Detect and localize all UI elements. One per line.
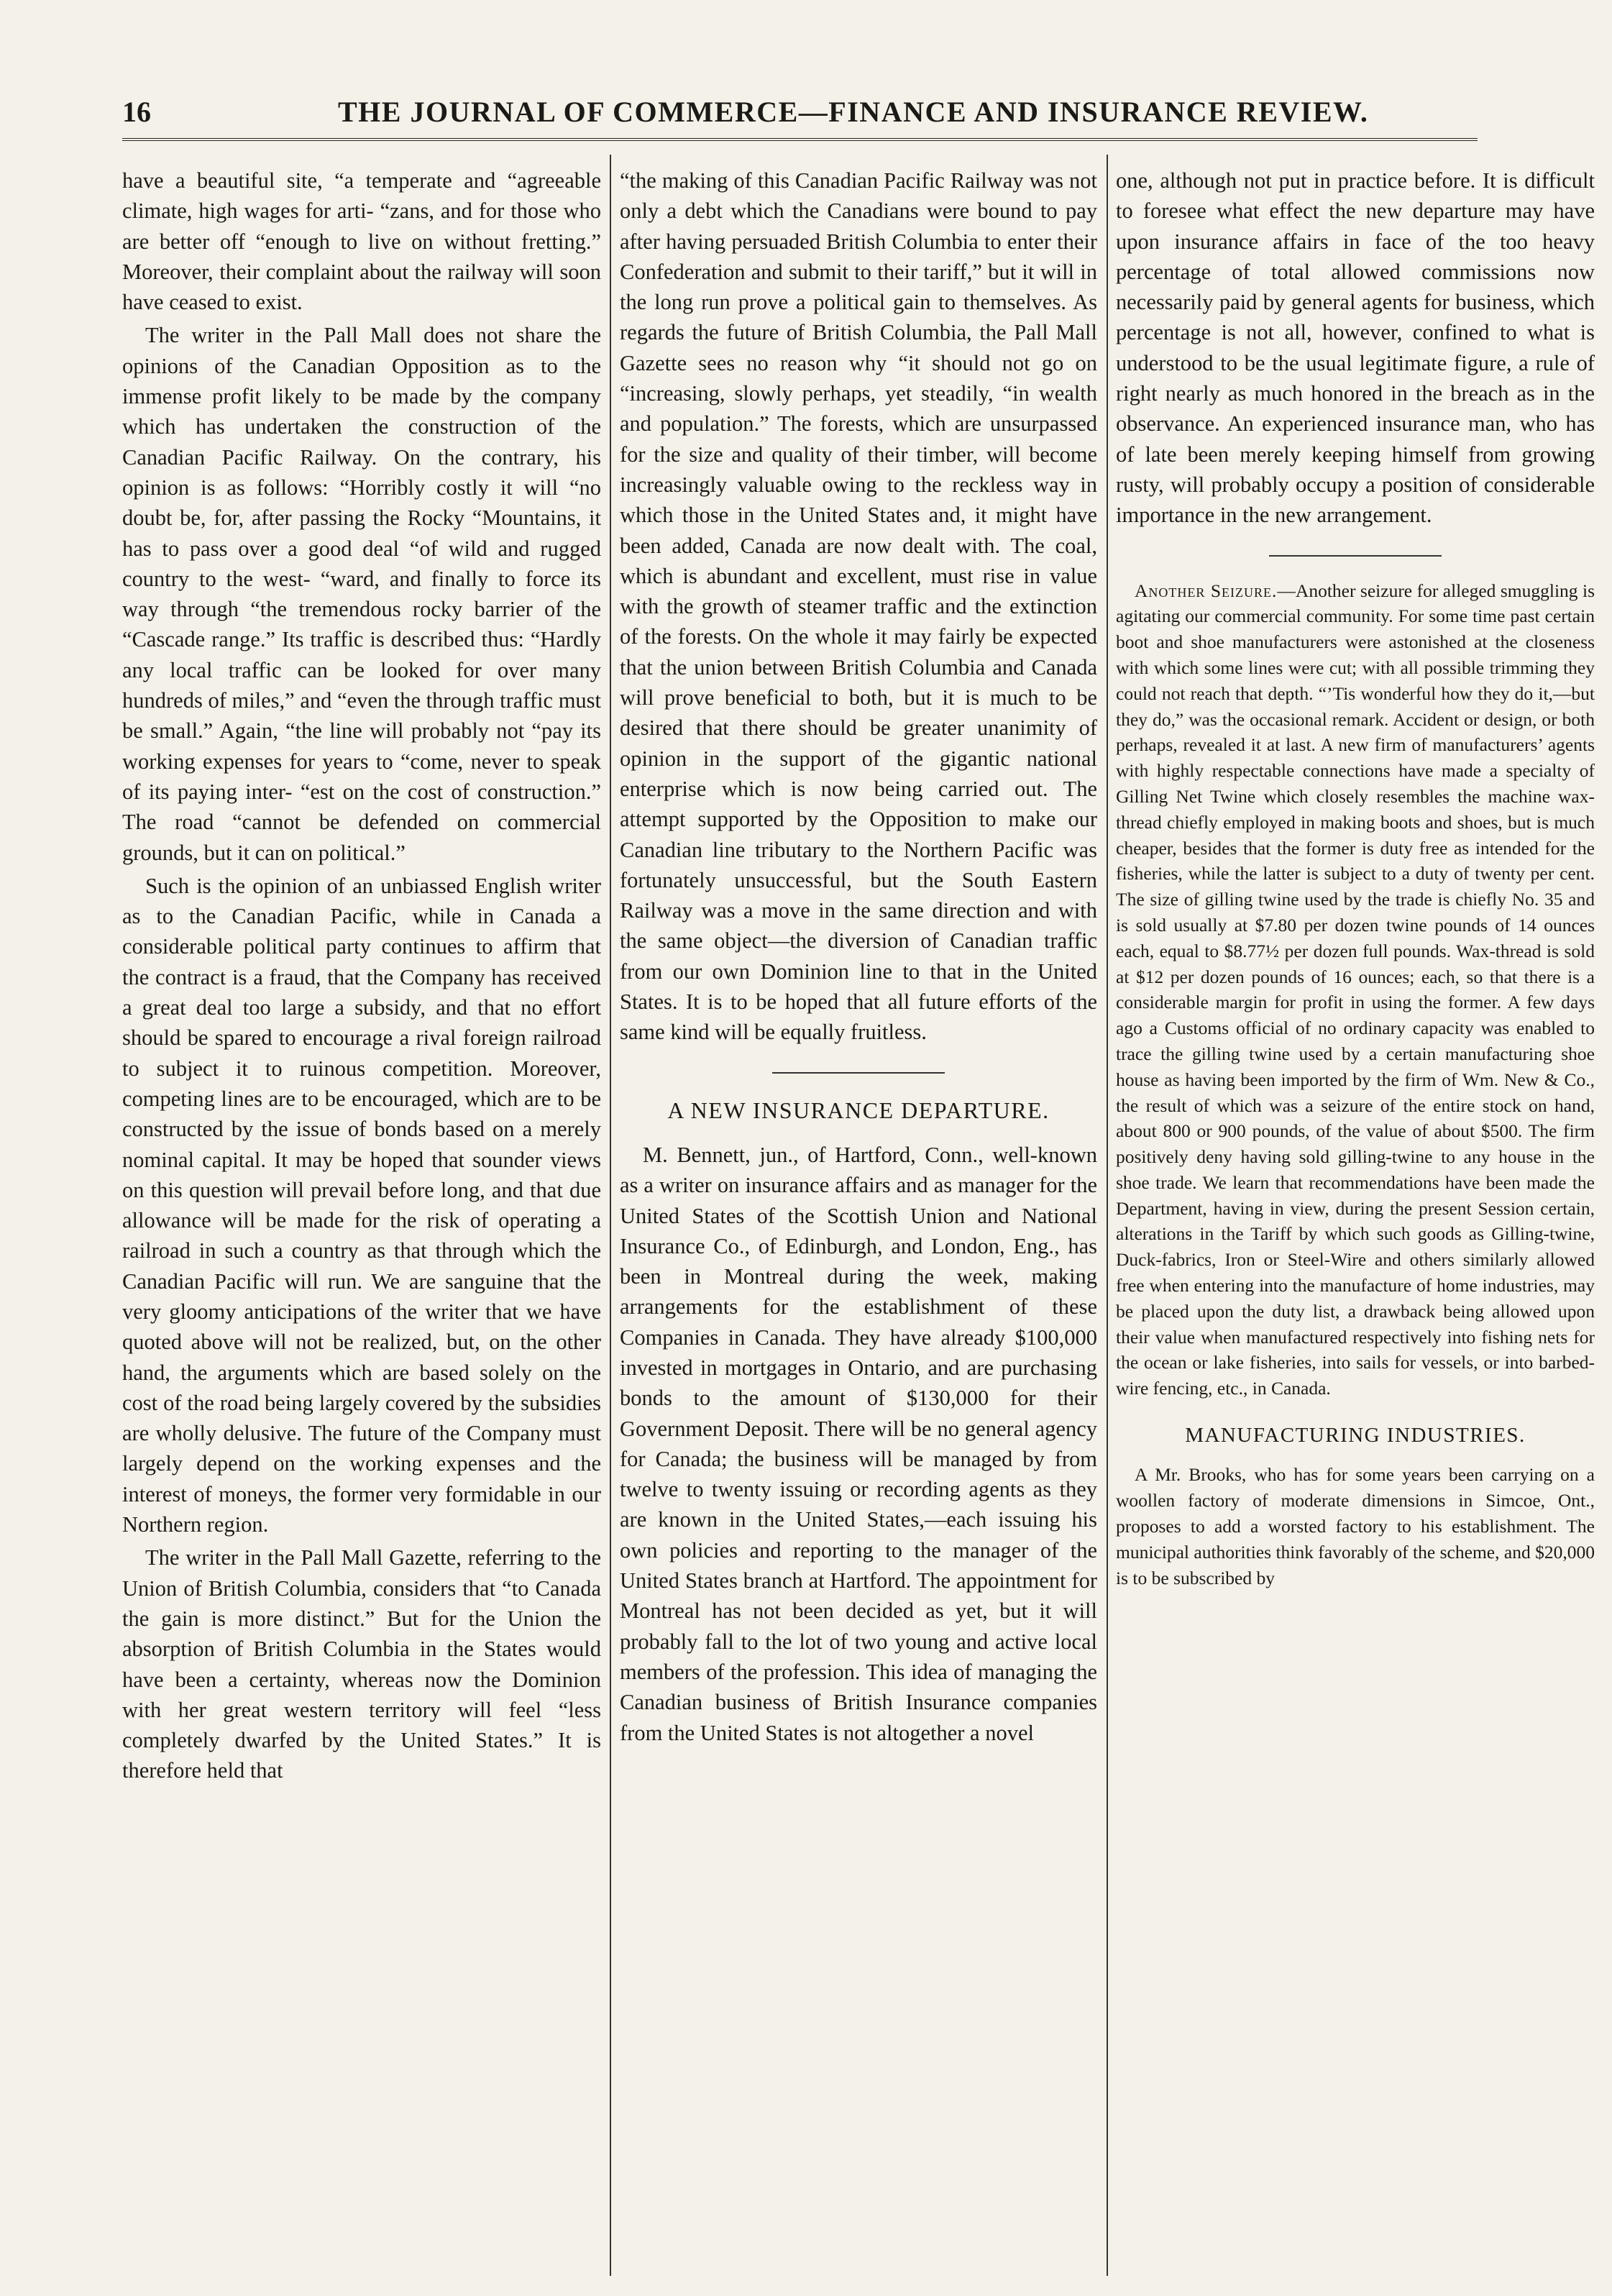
column-3 [1116, 165, 1595, 1591]
column-divider [610, 155, 611, 2276]
section-heading: A NEW INSURANCE DEPARTURE. [667, 1097, 1050, 1123]
manufacturing-article [1116, 1462, 1595, 1591]
column-divider [1107, 155, 1108, 2276]
seizure-lead: Another Seizure. [1135, 580, 1278, 601]
section-heading: MANUFACTURING INDUSTRIES. [1185, 1424, 1526, 1447]
paragraph: The writer in the Pall Mall Gazette, referring to the Union of British Columbia, considers that “to Canada the gain is more distinct.” But for the Union the absorption of British Columbia in the States would have been a certainty, whereas now the Dominion with her great western territory will feel “less completely dwarfed by the United States.” It is therefore held that [122, 1545, 601, 1783]
paragraph: one, although not put in practice before. It is difficult to foresee what effect the new departure may have upon insurance affairs in face of the too heavy percentage of total allowed commissions now necessarily paid by general agents for business, which percentage is not all, however, confined to what is understood to be the usual legitimate figure, a rule of right nearly as much honored in the breach as in the observance. An experienced insurance man, who has of late been merely keeping himself from growing rusty, will probably occupy a position of considerable importance in the new arrangement. [1116, 168, 1595, 528]
paragraph: “the making of this Canadian Pacific Railway was not only a debt which the Canadians were bound to pay after having persuaded British Columbia to enter their Confederation and submit to their tariff,” but it will in the long run prove a political gain to themselves. As regards the future of British Columbia, the Pall Mall Gazette sees no reason why “it should not go on “increasing, slowly perhaps, yet steadily, “in wealth and population.” The forests, which are unsurpassed for the size and quality of their timber, will become increasingly valuable owing to the reckless way in which those in the United States and, it might have been added, Canada are now dealt with. The coal, which is abundant and excellent, must rise in value with the growth of steamer traffic and the extinction of the forests. On the whole it may fairly be expected that the union between British Columbia and Canada will prove beneficial to both, but it is much to be desired that there should be greater unanimity of opinion in the support of the gigantic national enterprise which is now being carried out. The attempt supported by the Opposition to make our Canadian line tributary to the Northern Pacific was fortunately unsuccessful, but the South Eastern Railway was a move in the same direction and with the same object—the diversion of Canadian traffic from our own Dominion line to that in the United States. It is to be hoped that all future efforts of the same kind will be equally fruitless. [620, 168, 1097, 1045]
paragraph: Such is the opinion of an unbiassed English writer as to the Canadian Pacific, while in Canada a considerable political party continues to affirm that the contract is a fraud, that the Company has received a great deal too large a subsidy, and that no effort should be spared to encourage a rival foreign railroad to subject it to ruinous competition. Moreover, competing lines are to be encouraged, which are to be constructed by the issue of bonds based on a merely nominal capital. It may be hoped that sounder views on this question will prevail before long, and that due allowance will be made for the risk of operating a railroad in such a country as that through which the Canadian Pacific will run. We are sanguine that the very gloomy anticipations of the writer that we have quoted above will not be realized, but, on the other hand, the arguments which are based solely on the cost of the road being largely covered by the subsidies are wholly delusive. The future of the Company must largely depend on the working expenses and the interest of moneys, the former very formidable in our Northern region. [122, 873, 601, 1537]
paragraph: A Mr. Brooks, who has for some years been carrying on a woollen factory of moderate dimensions in Simcoe, Ont., proposes to add a worsted factory to his establishment. The municipal authorities think favorably of the scheme, and $20,000 is to be subscribed by [1116, 1464, 1595, 1588]
seizure-article [1116, 578, 1595, 1402]
paragraph: have a beautiful site, “a temperate and “agreeable climate, high wages for arti- “zans, and for those who are better off “enough to live on without fretting.” Moreover, their complaint about the railway will soon have ceased to exist. [122, 168, 601, 315]
section-divider [1269, 555, 1442, 557]
section-divider [772, 1072, 945, 1074]
running-title: THE JOURNAL OF COMMERCE—FINANCE AND INSURANCE REVIEW. [338, 96, 1369, 128]
page-number: 16 [122, 96, 151, 128]
seizure-body: —Another seizure for alleged smuggling is agitating our commercial community. For some time past certain boot and shoe manufacturers were astonished at the closeness with which some lines were cut; with all possible trimming they could not reach that depth. “’Tis wonderful how they do it,—but they do,” was the occasional remark. Accident or design, or both perhaps, revealed it at last. A new firm of manufacturers’ agents with highly respectable connections have made a specialty of Gilling Net Twine which closely resembles the machine wax-thread chiefly employed in making boots and shoes, but is much cheaper, besides that the former is duty free as intended for the fisheries, while the latter is subject to a duty of twenty per cent. The size of gilling twine used by the trade is chiefly No. 35 and is sold usually at $7.80 per dozen twine pounds of 14 ounces each, equal to $8.77½ per dozen full pounds. Wax-thread is sold at $12 per dozen pounds of 16 ounces; each, so that there is a considerable margin for profit in using the former. A few days ago a Customs official of no ordinary capacity was enabled to trace the gilling twine used by a certain manufacturing shoe house as having been imported by the firm of Wm. New & Co., the result of which was a seizure of the entire stock on hand, about 800 or 900 pounds, of the value of about $500. The firm positively deny having sold gilling-twine to any house in the shoe trade. We learn that recommendations have been made the Department, having in view, during the present Session certain, alterations in the Tariff by which such goods as Gilling-twine, Duck-fabrics, Iron or Steel-Wire and others similarly allowed free when entering into the manufacture of home industries, may be placed upon the duty list, a drawback being allowed upon their value when manufactured respectively into fishing nets for the ocean or lake fisheries, into sails for vessels, or into barbed-wire fencing, etc., in Canada. [1116, 580, 1595, 1399]
paragraph: The writer in the Pall Mall does not share the opinions of the Canadian Opposition as to the immense profit likely to be made by the company which has undertaken the construction of the Canadian Pacific Railway. On the contrary, his opinion is as follows: “Horribly costly it will “no doubt be, for, after passing the Rocky “Mountains, it has to pass over a good deal “of wild and rugged country to the west- “ward, and finally to force its way through “the tremendous rocky barrier of the “Cascade range.” Its traffic is described thus: “Hardly any local traffic can be looked for over many hundreds of miles,” and “even the through traffic must be small.” Again, “the line will probably not “pay its working expenses for years to “come, never to speak of its paying inter- “est on the cost of construction.” The road “cannot be defended on commercial grounds, but it can on political.” [122, 323, 602, 865]
paragraph: M. Bennett, jun., of Hartford, Conn., well-known as a writer on insurance affairs and as manager for the United States of the Scottish Union and National Insurance Co., of Edinburgh, and London, Eng., has been in Montreal during the week, making arrangements for the establishment of these Companies in Canada. They have already $100,000 invested in mortgages in Ontario, and are purchasing bonds to the amount of $130,000 for their Government Deposit. There will be no general agency for Canada; the business will be managed by from twelve to twenty issuing or recording agents as they are known in the United States,—each issuing his own policies and reporting to the manager of the United States branch at Hartford. The appointment for Montreal has not been decided as yet, but it will probably fall to the lot of two young and active local members of the profession. This idea of managing the Canadian business of British Insurance companies from the United States is not altogether a novel [620, 1142, 1097, 1745]
page-header [122, 92, 1369, 135]
column-1 [122, 165, 601, 1786]
column-2 [620, 165, 1097, 1748]
header-rule [122, 138, 1478, 141]
